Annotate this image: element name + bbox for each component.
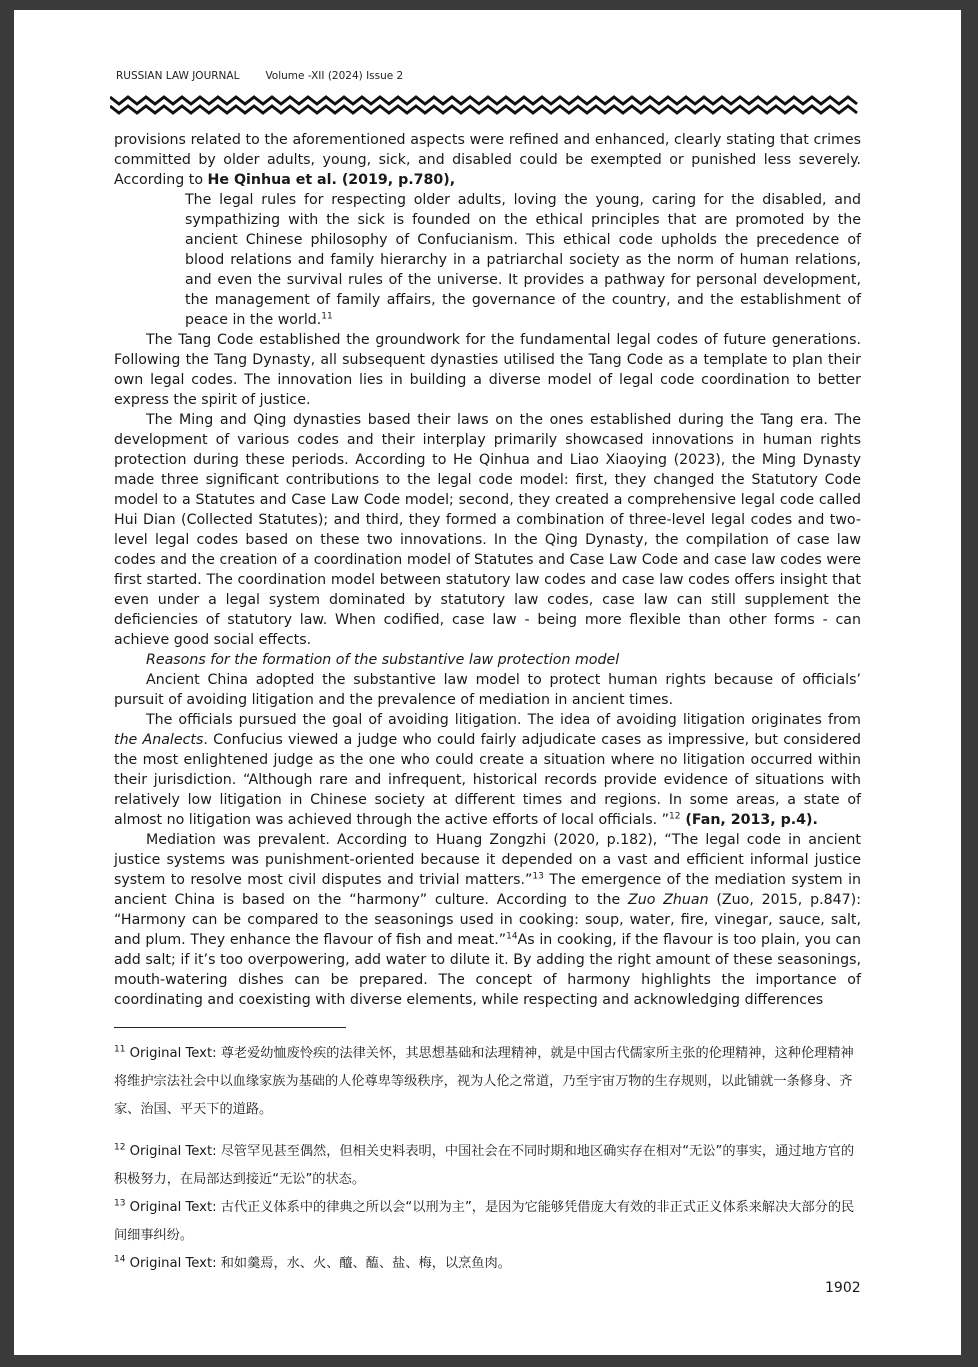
footnote: $^{13}$ Original Text: 古代正义体系中的律典之所以会“以刑为主”，是因为它能够凭借庞大有效的非正式正义体系来解决大部分的民间细事纠纷。 <box>114 1198 855 1243</box>
footnote: $^{12}$ Original Text: 尽管罕见甚至偶然，但相关史料表明，中国社会在不同时期和地区确实存在相对“无讼”的事实，通过地方官的积极努力，在局部达到接近“无讼”的状态。 <box>114 1142 855 1187</box>
footnote-divider <box>114 1027 346 1028</box>
footnote-ref: 14 <box>506 931 518 942</box>
footnotes <box>114 1040 861 1278</box>
paragraph: The Tang Code established the groundwork for the fundamental legal codes of future generations. Following the Tang Dynasty, all subsequent dynasties utilised the Tang Code as a template to plan their own legal codes. The innovation lies in building a diverse model of legal code coordination to better express the spirit of justice. <box>114 332 861 408</box>
footnote-ref: 11 <box>321 311 333 322</box>
paragraph: Ancient China adopted the substantive law model to protect human rights because of officials’ pursuit of avoiding litigation and the prevalence of mediation in ancient times. <box>114 672 861 708</box>
citation: (Fan, 2013, p.4). <box>680 812 818 828</box>
journal-name: RUSSIAN LAW JOURNAL <box>116 70 240 82</box>
journal-volume: Volume -XII (2024) Issue 2 <box>265 70 404 82</box>
page-number: 1902 <box>825 1280 861 1296</box>
document-page <box>14 10 961 1355</box>
footnote-ref: 12 <box>669 811 681 822</box>
footnote: $^{14}$ Original Text: 和如羹焉，水、火、醯、醢、盐、梅，以烹鱼肉。 <box>114 1254 511 1271</box>
running-header <box>116 70 403 82</box>
paragraph: The officials pursued the goal of avoiding litigation. The idea of avoiding litigation originates from the Analects. Confucius viewed a judge who could fairly adjudicate cases as impressive, but considered the most enlightened judge as the one who could create a situation where no litigation occurred within their jurisdiction. “Although rare and infrequent, historical records provide evidence of situations with relatively low litigation in Chinese society at different times and regions. In some areas, a state of almost no litigation was achieved through the active efforts of local officials. ”$^{12}$ (Fan, 2013, p.4). <box>114 712 861 828</box>
decorative-zigzag-border <box>110 94 860 116</box>
paragraph: Mediation was prevalent. According to Huang Zongzhi (2020, p.182), “The legal code in ancient justice systems was punishment-oriented because it depended on a vast and efficient informal justice system to resolve most civil disputes and trivial matters.”$^{13}$ The emergence of the mediation system in ancient China is based on the “harmony” culture. According to the Zuo Zhuan (Zuo, 2015, p.847): “Harmony can be compared to the seasonings used in cooking: soup, water, fire, vinegar, sauce, salt, and plum. They enhance the flavour of fish and meat.”$^{14}$As in cooking, if the flavour is too plain, you can add salt; if it’s too overpowering, add water to dilute it. By adding the right amount of these seasonings, mouth-watering dishes can be prepared. The concept of harmony highlights the importance of coordinating and coexisting with diverse elements, while respecting and acknowledging differences <box>114 832 861 1008</box>
paragraph: provisions related to the aforementioned aspects were refined and enhanced, clearly stating that crimes committed by older adults, young, sick, and disabled could be exempted or punished less severely. According to He Qinhua et al. (2019, p.780), <box>114 132 861 188</box>
footnote-ref: 13 <box>532 871 544 882</box>
article-body <box>114 130 861 1010</box>
footnote: $^{11}$ Original Text: 尊老爱幼恤废怜疾的法律关怀，其思想基础和法理精神，就是中国古代儒家所主张的伦理精神，这种伦理精神将维护宗法社会中以血缘家族为基础的人伦尊卑等级秩序，视为人伦之常道，乃至宇宙万物的生存规则，以此铺就一条修身、齐家、治国、平天下的道路。 <box>114 1044 854 1117</box>
block-quote: The legal rules for respecting older adults, loving the young, caring for the disabled, and sympathizing with the sick is founded on the ethical principles that are promoted by the ancient Chinese philosophy of Confucianism. This ethical code upholds the precedence of blood relations and family hierarchy in a patriarchal society as the norm of human relations, and even the survival rules of the universe. It provides a pathway for personal development, the management of family affairs, the governance of the country, and the establishment of peace in the world.$^{11}$ <box>185 192 861 328</box>
section-heading: Reasons for the formation of the substantive law protection model <box>146 652 620 668</box>
citation: He Qinhua et al. (2019, p.780), <box>207 172 456 188</box>
paragraph: The Ming and Qing dynasties based their laws on the ones established during the Tang era. The development of various codes and their interplay primarily showcased innovations in human rights protection during these periods. According to He Qinhua and Liao Xiaoying (2023), the Ming Dynasty made three significant contributions to the legal code model: first, they changed the Statutory Code model to a Statutes and Case Law Code model; second, they created a comprehensive legal code called Hui Dian (Collected Statutes); and third, they formed a combination of three-level legal codes and two-level legal codes based on these two innovations. In the Qing Dynasty, the compilation of case law codes and the creation of a coordination model of Statutes and Case Law Code and case law codes were first started. The coordination model between statutory law codes and case law codes offers insight that even under a legal system dominated by statutory law codes, case law can still supplement the deficiencies of statutory law. When codified, case law - being more flexible than other forms - can achieve good social effects. <box>114 412 861 648</box>
